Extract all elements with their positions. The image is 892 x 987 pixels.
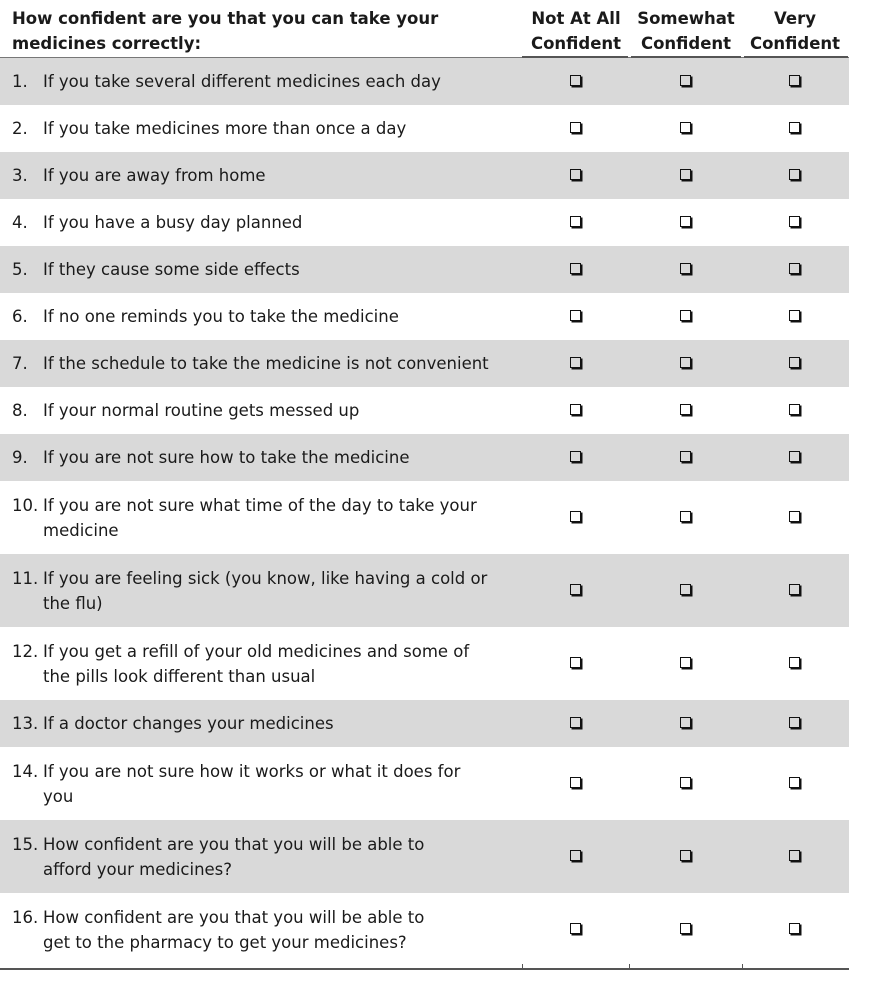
question-number: 4. (12, 213, 28, 232)
question-number: 2. (12, 119, 28, 138)
checkbox-somewhat-confident[interactable] (680, 169, 691, 180)
checkbox-somewhat-confident[interactable] (680, 717, 691, 728)
checkbox-somewhat-confident[interactable] (680, 357, 691, 368)
question-row (0, 58, 849, 105)
checkbox-very-confident[interactable] (789, 717, 800, 728)
checkbox-not-at-all-confident[interactable] (570, 451, 581, 462)
checkbox-somewhat-confident[interactable] (680, 216, 691, 227)
question-number: 10. (12, 496, 39, 515)
question-text (43, 398, 513, 423)
question-text (43, 163, 513, 188)
question-row (0, 246, 849, 293)
checkbox-somewhat-confident[interactable] (680, 584, 691, 595)
question-row (0, 700, 849, 747)
checkbox-somewhat-confident[interactable] (680, 511, 691, 522)
question-row (0, 481, 849, 554)
checkbox-not-at-all-confident[interactable] (570, 584, 581, 595)
question-text-line: If you have a busy day planned (43, 213, 303, 232)
checkbox-very-confident[interactable] (789, 511, 800, 522)
question-text-line: If no one reminds you to take the medicine (43, 307, 399, 326)
question-number: 12. (12, 642, 39, 661)
question-text-line: afford your medicines? (43, 860, 233, 879)
question-text-line: If the schedule to take the medicine is not convenient (43, 354, 489, 373)
checkbox-not-at-all-confident[interactable] (570, 169, 581, 180)
checkbox-not-at-all-confident[interactable] (570, 263, 581, 274)
checkbox-very-confident[interactable] (789, 451, 800, 462)
bottom-tick (629, 964, 630, 968)
bottom-tick (742, 964, 743, 968)
question-text (43, 566, 513, 616)
question-number: 6. (12, 307, 28, 326)
checkbox-somewhat-confident[interactable] (680, 404, 691, 415)
column-header-line: Very (774, 9, 816, 28)
checkbox-very-confident[interactable] (789, 75, 800, 86)
question-text-line: If you are not sure how it works or what it does for (43, 762, 461, 781)
checkbox-very-confident[interactable] (789, 357, 800, 368)
question-text-line: the flu) (43, 594, 103, 613)
column-header-line: Somewhat (637, 9, 735, 28)
question-number: 5. (12, 260, 28, 279)
question-text-line: the pills look different than usual (43, 667, 316, 686)
question-text (43, 905, 513, 955)
survey-header (0, 0, 850, 58)
checkbox-very-confident[interactable] (789, 584, 800, 595)
question-text-line: get to the pharmacy to get your medicines? (43, 933, 407, 952)
checkbox-not-at-all-confident[interactable] (570, 75, 581, 86)
checkbox-somewhat-confident[interactable] (680, 263, 691, 274)
checkbox-somewhat-confident[interactable] (680, 850, 691, 861)
bottom-tick (522, 964, 523, 968)
question-text-line: If you are away from home (43, 166, 266, 185)
question-text-line: If you are feeling sick (you know, like having a cold or (43, 569, 488, 588)
checkbox-somewhat-confident[interactable] (680, 657, 691, 668)
checkbox-not-at-all-confident[interactable] (570, 717, 581, 728)
column-header-very-confident (742, 6, 848, 56)
question-text-line: If you are not sure how to take the medicine (43, 448, 410, 467)
checkbox-not-at-all-confident[interactable] (570, 923, 581, 934)
bottom-rule (0, 968, 849, 970)
question-row (0, 199, 849, 246)
checkbox-very-confident[interactable] (789, 923, 800, 934)
question-text-line: If you take medicines more than once a day (43, 119, 407, 138)
checkbox-not-at-all-confident[interactable] (570, 216, 581, 227)
question-number: 9. (12, 448, 28, 467)
column-header-not-at-all-confident (522, 6, 630, 56)
column-header-line: Not At All (531, 9, 621, 28)
question-text-line: medicine (43, 521, 119, 540)
question-row (0, 627, 849, 700)
checkbox-very-confident[interactable] (789, 310, 800, 321)
question-text-line: you (43, 787, 74, 806)
checkbox-not-at-all-confident[interactable] (570, 404, 581, 415)
question-text (43, 639, 513, 689)
checkbox-very-confident[interactable] (789, 216, 800, 227)
question-number: 16. (12, 908, 39, 927)
checkbox-very-confident[interactable] (789, 122, 800, 133)
checkbox-not-at-all-confident[interactable] (570, 850, 581, 861)
question-row (0, 152, 849, 199)
question-text (43, 493, 513, 543)
question-row (0, 340, 849, 387)
checkbox-somewhat-confident[interactable] (680, 451, 691, 462)
checkbox-very-confident[interactable] (789, 850, 800, 861)
checkbox-not-at-all-confident[interactable] (570, 657, 581, 668)
question-text-line: If a doctor changes your medicines (43, 714, 334, 733)
column-header-line: Confident (640, 34, 732, 53)
column-header-line: Confident (530, 34, 622, 53)
question-text (43, 257, 513, 282)
checkbox-not-at-all-confident[interactable] (570, 310, 581, 321)
question-text (43, 445, 513, 470)
question-number: 8. (12, 401, 28, 420)
question-number: 15. (12, 835, 39, 854)
checkbox-very-confident[interactable] (789, 263, 800, 274)
checkbox-not-at-all-confident[interactable] (570, 777, 581, 788)
question-text-line: If you are not sure what time of the day to take your (43, 496, 477, 515)
column-header-somewhat-confident (630, 6, 742, 56)
question-row (0, 434, 849, 481)
question-number: 13. (12, 714, 39, 733)
checkbox-not-at-all-confident[interactable] (570, 357, 581, 368)
question-text (43, 69, 513, 94)
checkbox-very-confident[interactable] (789, 657, 800, 668)
question-row (0, 293, 849, 340)
question-text-line: If you take several different medicines each day (43, 72, 441, 91)
checkbox-very-confident[interactable] (789, 777, 800, 788)
question-text-line: How confident are you that you will be able to (43, 835, 425, 854)
question-text (43, 711, 513, 736)
question-text (43, 832, 513, 882)
question-number: 7. (12, 354, 28, 373)
question-text-line: If you get a refill of your old medicines and some of (43, 642, 470, 661)
checkbox-not-at-all-confident[interactable] (570, 122, 581, 133)
question-row (0, 554, 849, 627)
question-number: 3. (12, 166, 28, 185)
question-row (0, 893, 849, 966)
checkbox-somewhat-confident[interactable] (680, 310, 691, 321)
question-heading: How confident are you that you can take your medicines correctly: (12, 9, 439, 53)
question-row (0, 105, 849, 152)
question-text (43, 351, 513, 376)
question-text (43, 304, 513, 329)
question-text (43, 210, 513, 235)
question-number: 14. (12, 762, 39, 781)
question-row (0, 747, 849, 820)
checkbox-not-at-all-confident[interactable] (570, 511, 581, 522)
checkbox-somewhat-confident[interactable] (680, 75, 691, 86)
question-row (0, 820, 849, 893)
question-text-line: How confident are you that you will be able to (43, 908, 425, 927)
checkbox-very-confident[interactable] (789, 169, 800, 180)
checkbox-somewhat-confident[interactable] (680, 777, 691, 788)
question-number: 1. (12, 72, 28, 91)
question-number: 11. (12, 569, 39, 588)
checkbox-somewhat-confident[interactable] (680, 923, 691, 934)
question-text-line: If they cause some side effects (43, 260, 300, 279)
column-header-line: Confident (749, 34, 841, 53)
question-text-line: If your normal routine gets messed up (43, 401, 360, 420)
checkbox-very-confident[interactable] (789, 404, 800, 415)
question-text (43, 759, 513, 809)
checkbox-somewhat-confident[interactable] (680, 122, 691, 133)
question-text (43, 116, 513, 141)
question-row (0, 387, 849, 434)
